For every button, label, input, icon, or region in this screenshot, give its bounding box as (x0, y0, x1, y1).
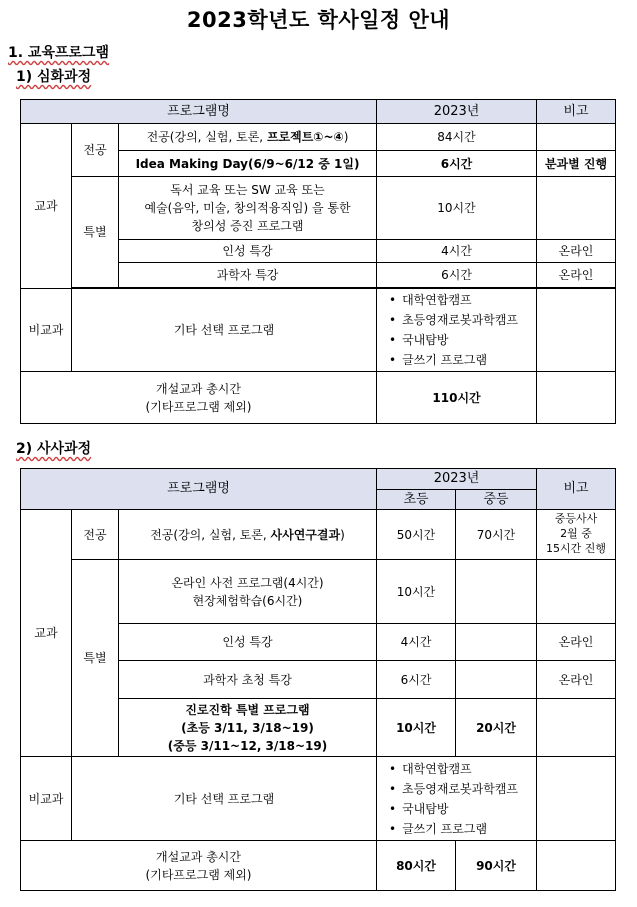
mentorship-course-table (20, 468, 616, 891)
extra-program-list-cell (377, 757, 537, 841)
list-item: • 초등영재로봇과학캠프 (391, 310, 534, 330)
header-program: 프로그램명 (21, 469, 377, 510)
hours-cell: 4시간 (377, 240, 537, 263)
hours-elementary: 10시간 (377, 699, 456, 757)
program-line: 온라인 사전 프로그램(4시간) (171, 575, 324, 590)
subheading-mentorship-course: 2) 사사과정 (16, 441, 92, 457)
hours-cell: 6시간 (377, 151, 537, 177)
hours-middle (456, 560, 537, 624)
page-title: 2023학년도 학사일정 안내 (186, 8, 451, 32)
note-cell: 온라인 (537, 661, 616, 699)
total-label-line: (기타프로그램 제외) (145, 399, 252, 414)
note-cell: 온라인 (537, 263, 616, 288)
hours-middle: 20시간 (456, 699, 537, 757)
subcategory-special: 특별 (72, 560, 119, 757)
note-line: 2월 중 (560, 527, 592, 541)
hours-cell: 6시간 (377, 263, 537, 288)
subcategory-major: 전공 (72, 510, 119, 560)
program-name: 과학자 초청 특강 (119, 661, 377, 699)
program-name: 기타 선택 프로그램 (72, 757, 377, 841)
program-line: 현장체험학습(6시간) (192, 593, 303, 608)
program-name (119, 177, 377, 240)
total-label (21, 372, 377, 424)
note-cell (537, 177, 616, 240)
hours-elementary: 6시간 (377, 661, 456, 699)
extra-program-list-cell (377, 289, 537, 372)
program-name: 인성 특강 (119, 624, 377, 661)
total-label-line: 개설교과 총시간 (156, 849, 241, 864)
list-item: • 글쓰기 프로그램 (391, 350, 534, 370)
note-cell: 온라인 (537, 624, 616, 661)
category-curriculum: 교과 (21, 124, 72, 289)
program-line: 예술(음악, 미술, 창의적융직임) 을 통한 (144, 201, 351, 215)
section-heading-education: 1. 교육프로그램 (8, 45, 110, 61)
advanced-course-table (20, 99, 616, 424)
hours-cell: 10시간 (377, 177, 537, 240)
note-cell (537, 510, 616, 560)
hours-elementary: 10시간 (377, 560, 456, 624)
hours-middle (456, 624, 537, 661)
note-line: 15시간 진행 (546, 541, 607, 555)
hours-elementary: 4시간 (377, 624, 456, 661)
header-program: 프로그램명 (21, 100, 377, 124)
list-item: • 국내탐방 (391, 799, 534, 819)
program-line: 창의성 증진 프로그램 (191, 219, 304, 233)
subheading-advanced-course: 1) 심화과정 (16, 69, 92, 85)
category-curriculum: 교과 (21, 510, 72, 757)
note-cell (537, 841, 616, 891)
hours-middle: 70시간 (456, 510, 537, 560)
list-item: • 대학연합캠프 (391, 759, 534, 779)
category-extracurricular: 비교과 (21, 289, 72, 372)
program-name: 기타 선택 프로그램 (72, 289, 377, 372)
total-label-line: (기타프로그램 제외) (145, 867, 252, 882)
subcategory-special: 특별 (72, 177, 119, 288)
note-cell: 온라인 (537, 240, 616, 263)
header-elementary: 초등 (377, 489, 456, 510)
program-line: (중등 3/11~12, 3/18~19) (167, 738, 328, 753)
program-name: Idea Making Day(6/9~6/12 중 1일) (119, 151, 377, 177)
list-item: • 초등영재로봇과학캠프 (391, 779, 534, 799)
note-cell (537, 372, 616, 424)
note-cell (537, 699, 616, 757)
hours-cell: 84시간 (377, 124, 537, 151)
program-line: (초등 3/11, 3/18~19) (181, 720, 314, 735)
program-name: 과학자 특강 (119, 263, 377, 288)
category-extracurricular: 비교과 (21, 757, 72, 841)
header-note: 비고 (537, 100, 616, 124)
header-middle: 중등 (456, 489, 537, 510)
program-name (119, 560, 377, 624)
note-cell: 분과별 진행 (537, 151, 616, 177)
subcategory-major: 전공 (72, 124, 119, 177)
extra-program-list (379, 759, 534, 839)
program-name: 전공(강의, 실험, 토론, 프로젝트①~④) (119, 124, 377, 151)
header-year: 2023년 (377, 469, 537, 490)
note-cell (537, 124, 616, 151)
note-cell (537, 757, 616, 841)
note-cell (537, 289, 616, 372)
total-hours-elementary: 80시간 (377, 841, 456, 891)
note-line: 중등사사 (554, 512, 598, 526)
header-note: 비고 (537, 469, 616, 510)
program-name: 인성 특강 (119, 240, 377, 263)
program-name (119, 699, 377, 757)
program-line: 독서 교육 또는 SW 교육 또는 (170, 183, 325, 197)
list-item: • 대학연합캠프 (391, 290, 534, 310)
list-item: • 글쓰기 프로그램 (391, 819, 534, 839)
total-hours-middle: 90시간 (456, 841, 537, 891)
header-year: 2023년 (377, 100, 537, 124)
note-cell (537, 560, 616, 624)
hours-elementary: 50시간 (377, 510, 456, 560)
list-item: • 국내탐방 (391, 330, 534, 350)
program-line: 진로진학 특별 프로그램 (185, 702, 310, 717)
total-label-line: 개설교과 총시간 (156, 381, 241, 396)
total-hours: 110시간 (377, 372, 537, 424)
program-name: 전공(강의, 실험, 토론, 사사연구결과) (119, 510, 377, 560)
total-label (21, 841, 377, 891)
extra-program-list (379, 290, 534, 370)
hours-middle (456, 661, 537, 699)
